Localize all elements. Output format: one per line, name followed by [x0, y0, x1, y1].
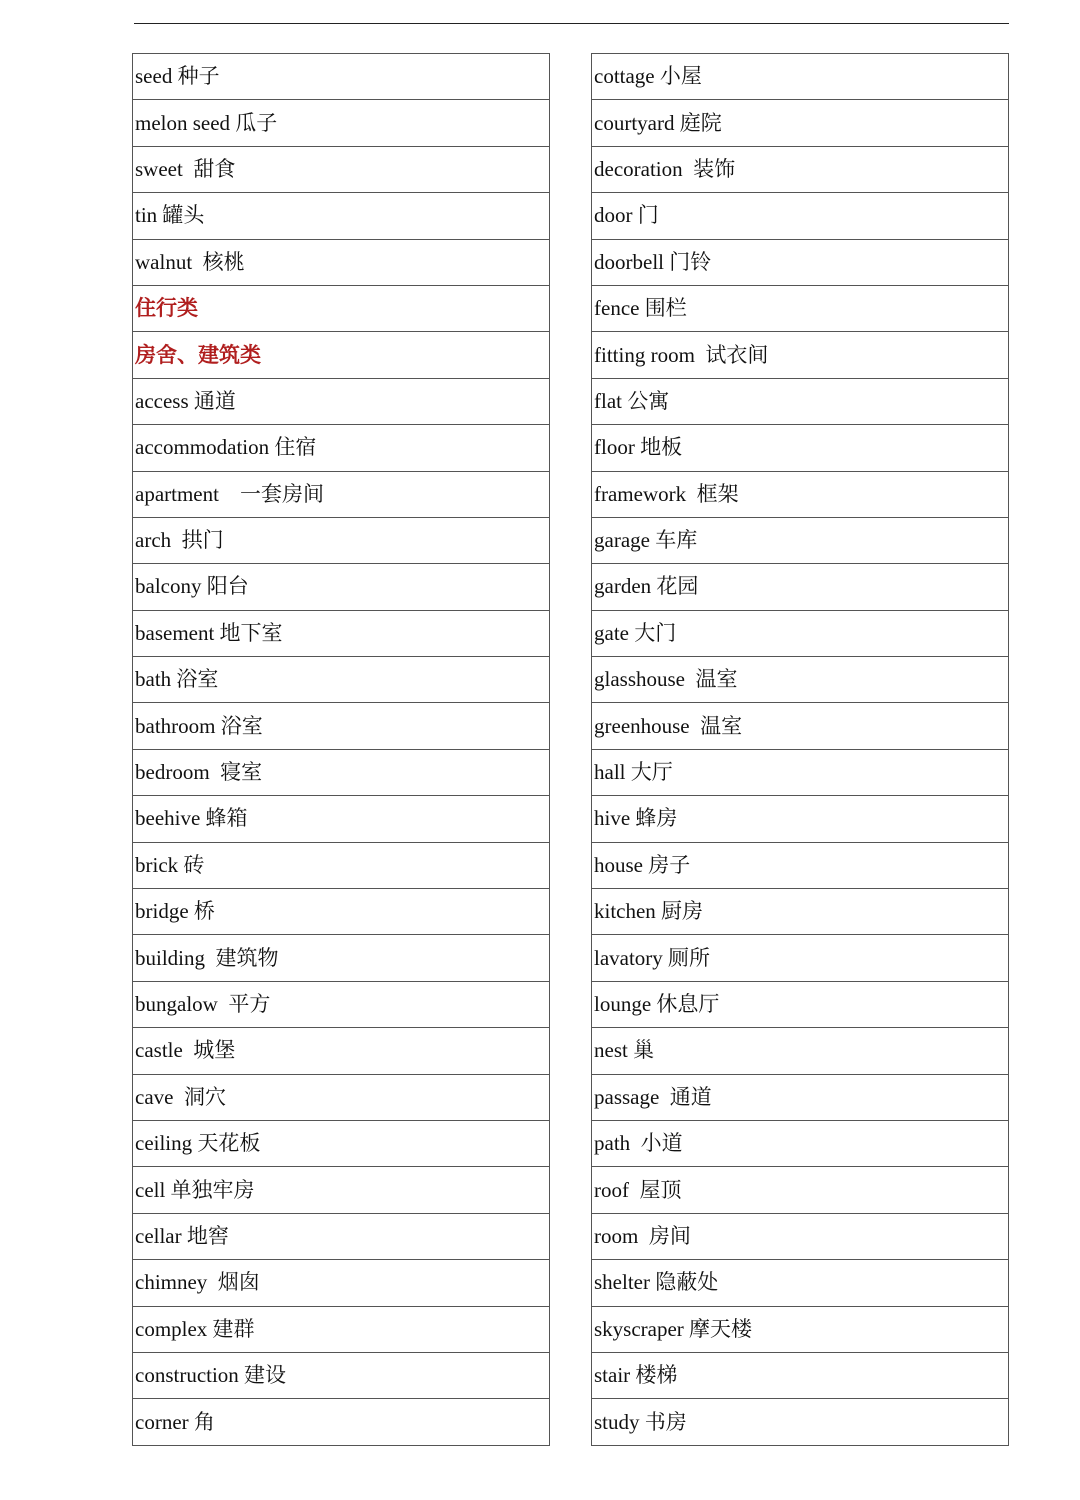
vocab-row: [133, 749, 550, 795]
vocab-row: [592, 564, 1009, 610]
vocab-row: [592, 517, 1009, 563]
vocab-entry: bridge 桥: [133, 889, 550, 935]
vocab-row: [133, 1213, 550, 1259]
vocab-entry: fitting room 试衣间: [592, 332, 1009, 378]
vocab-row: [133, 1120, 550, 1166]
vocab-row: [592, 1028, 1009, 1074]
vocab-entry: seed 种子: [133, 54, 550, 100]
vocab-entry: passage 通道: [592, 1074, 1009, 1120]
vocab-entry: kitchen 厨房: [592, 889, 1009, 935]
vocab-row: [592, 239, 1009, 285]
vocab-entry: path 小道: [592, 1120, 1009, 1166]
vocab-entry: garage 车库: [592, 517, 1009, 563]
vocab-entry: skyscraper 摩天楼: [592, 1306, 1009, 1352]
vocab-row: [133, 564, 550, 610]
vocab-entry: cottage 小屋: [592, 54, 1009, 100]
vocab-row: [592, 657, 1009, 703]
vocab-row: [133, 1167, 550, 1213]
vocab-row: [133, 1352, 550, 1398]
vocab-entry: access 通道: [133, 378, 550, 424]
vocab-entry: melon seed 瓜子: [133, 100, 550, 146]
vocab-row: [133, 100, 550, 146]
vocab-entry: brick 砖: [133, 842, 550, 888]
vocab-entry: fence 围栏: [592, 285, 1009, 331]
vocab-entry: construction 建设: [133, 1352, 550, 1398]
vocab-row: [592, 749, 1009, 795]
vocab-row: [592, 285, 1009, 331]
vocab-entry: apartment 一套房间: [133, 471, 550, 517]
vocab-entry: building 建筑物: [133, 935, 550, 981]
vocab-entry: complex 建群: [133, 1306, 550, 1352]
vocab-row: [133, 285, 550, 331]
category-heading: 住行类: [133, 285, 550, 331]
vocab-entry: room 房间: [592, 1213, 1009, 1259]
vocab-entry: cell 单独牢房: [133, 1167, 550, 1213]
vocab-row: [592, 425, 1009, 471]
vocab-row: [133, 1074, 550, 1120]
vocab-entry: bedroom 寝室: [133, 749, 550, 795]
vocab-row: [133, 981, 550, 1027]
vocab-entry: study 书房: [592, 1399, 1009, 1445]
vocab-row: [133, 1260, 550, 1306]
vocab-entry: chimney 烟囱: [133, 1260, 550, 1306]
vocab-entry: framework 框架: [592, 471, 1009, 517]
vocab-row: [592, 193, 1009, 239]
vocab-entry: beehive 蜂箱: [133, 796, 550, 842]
vocab-row: [133, 54, 550, 100]
vocab-entry: lounge 休息厅: [592, 981, 1009, 1027]
vocab-entry: ceiling 天花板: [133, 1120, 550, 1166]
vocab-row: [592, 1260, 1009, 1306]
vocab-entry: cellar 地窖: [133, 1213, 550, 1259]
vocab-entry: shelter 隐蔽处: [592, 1260, 1009, 1306]
vocab-row: [592, 703, 1009, 749]
vocab-row: [592, 610, 1009, 656]
vocab-entry: glasshouse 温室: [592, 657, 1009, 703]
vocab-row: [133, 1399, 550, 1445]
vocab-row: [592, 1120, 1009, 1166]
vocab-row: [133, 239, 550, 285]
vocab-entry: nest 巢: [592, 1028, 1009, 1074]
vocab-row: [592, 332, 1009, 378]
top-rule: [134, 23, 1009, 24]
vocab-row: [592, 471, 1009, 517]
vocab-row: [592, 1213, 1009, 1259]
vocab-entry: walnut 核桃: [133, 239, 550, 285]
vocab-row: [133, 610, 550, 656]
vocab-table-left: [132, 53, 550, 1446]
category-heading: 房舍、建筑类: [133, 332, 550, 378]
vocab-row: [592, 1352, 1009, 1398]
vocab-entry: bathroom 浴室: [133, 703, 550, 749]
vocab-row: [592, 796, 1009, 842]
vocab-row: [133, 471, 550, 517]
vocab-row: [133, 1306, 550, 1352]
vocab-row: [592, 935, 1009, 981]
vocab-entry: bath 浴室: [133, 657, 550, 703]
vocab-row: [133, 842, 550, 888]
vocab-entry: corner 角: [133, 1399, 550, 1445]
vocab-entry: floor 地板: [592, 425, 1009, 471]
vocab-row: [592, 1167, 1009, 1213]
vocab-row: [133, 425, 550, 471]
vocab-entry: lavatory 厕所: [592, 935, 1009, 981]
vocab-table-left-body: [133, 54, 550, 1446]
vocab-entry: arch 拱门: [133, 517, 550, 563]
vocab-entry: gate 大门: [592, 610, 1009, 656]
vocab-entry: bungalow 平方: [133, 981, 550, 1027]
vocab-table-right: [591, 53, 1009, 1446]
vocab-entry: door 门: [592, 193, 1009, 239]
vocab-entry: flat 公寓: [592, 378, 1009, 424]
vocab-row: [592, 100, 1009, 146]
vocab-entry: tin 罐头: [133, 193, 550, 239]
vocab-row: [133, 332, 550, 378]
vocab-entry: castle 城堡: [133, 1028, 550, 1074]
vocab-entry: garden 花园: [592, 564, 1009, 610]
vocab-table-right-body: [592, 54, 1009, 1446]
vocab-row: [592, 981, 1009, 1027]
vocab-row: [133, 935, 550, 981]
vocab-entry: balcony 阳台: [133, 564, 550, 610]
vocab-entry: sweet 甜食: [133, 146, 550, 192]
vocab-entry: decoration 装饰: [592, 146, 1009, 192]
vocab-entry: cave 洞穴: [133, 1074, 550, 1120]
vocab-row: [133, 378, 550, 424]
vocab-row: [592, 1074, 1009, 1120]
vocab-row: [133, 146, 550, 192]
vocab-entry: accommodation 住宿: [133, 425, 550, 471]
vocab-entry: roof 屋顶: [592, 1167, 1009, 1213]
vocab-row: [133, 796, 550, 842]
vocab-row: [592, 378, 1009, 424]
vocab-entry: house 房子: [592, 842, 1009, 888]
vocab-entry: greenhouse 温室: [592, 703, 1009, 749]
vocab-row: [133, 703, 550, 749]
vocab-entry: courtyard 庭院: [592, 100, 1009, 146]
vocab-entry: stair 楼梯: [592, 1352, 1009, 1398]
vocab-row: [133, 889, 550, 935]
vocab-row: [592, 889, 1009, 935]
vocab-row: [592, 842, 1009, 888]
vocab-row: [133, 1028, 550, 1074]
vocab-row: [592, 54, 1009, 100]
vocab-row: [133, 657, 550, 703]
vocab-entry: basement 地下室: [133, 610, 550, 656]
vocab-entry: doorbell 门铃: [592, 239, 1009, 285]
vocab-row: [592, 146, 1009, 192]
vocab-row: [133, 517, 550, 563]
vocab-entry: hive 蜂房: [592, 796, 1009, 842]
vocab-entry: hall 大厅: [592, 749, 1009, 795]
vocab-row: [133, 193, 550, 239]
vocab-row: [592, 1399, 1009, 1445]
vocab-row: [592, 1306, 1009, 1352]
